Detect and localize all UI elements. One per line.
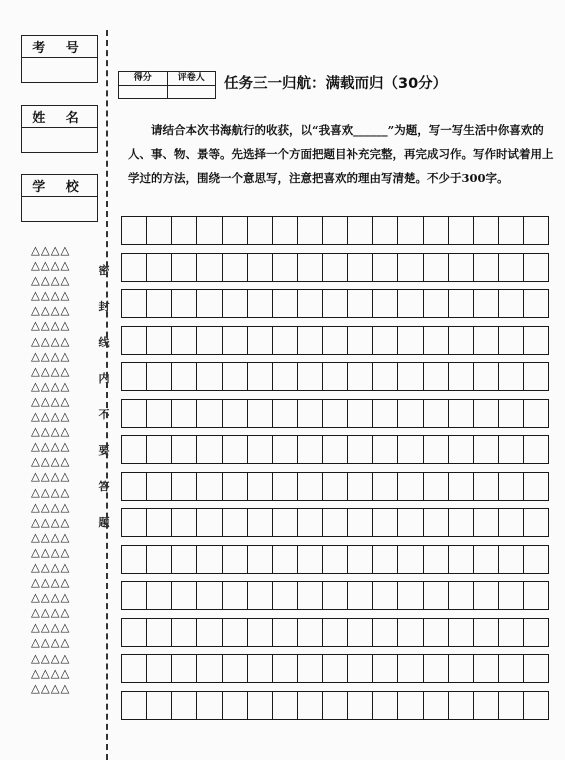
grid-cell[interactable]	[424, 436, 449, 463]
grid-cell[interactable]	[298, 619, 323, 646]
grid-row	[121, 618, 549, 647]
grid-cell[interactable]	[172, 400, 197, 427]
grid-cell[interactable]	[122, 692, 147, 719]
grid-cell[interactable]	[348, 290, 373, 317]
grid-cell[interactable]	[398, 436, 423, 463]
grid-cell[interactable]	[147, 509, 172, 536]
exam-number-box	[21, 35, 98, 83]
grid-cell[interactable]	[122, 509, 147, 536]
grid-cell[interactable]	[197, 217, 222, 244]
grid-cell[interactable]	[122, 436, 147, 463]
score-field[interactable]	[119, 86, 167, 98]
grid-cell[interactable]	[273, 327, 298, 354]
grid-cell[interactable]	[524, 509, 549, 536]
grid-cell[interactable]	[323, 582, 348, 609]
grid-cell[interactable]	[147, 692, 172, 719]
grid-cell[interactable]	[398, 619, 423, 646]
grid-cell[interactable]	[449, 327, 474, 354]
grid-cell[interactable]	[323, 619, 348, 646]
grid-cell[interactable]	[499, 363, 524, 390]
grid-cell[interactable]	[424, 327, 449, 354]
grid-row	[121, 472, 549, 501]
grid-cell[interactable]	[524, 473, 549, 500]
grid-cell[interactable]	[223, 436, 248, 463]
grid-cell[interactable]	[323, 509, 348, 536]
grid-cell[interactable]	[398, 290, 423, 317]
grid-cell[interactable]	[524, 400, 549, 427]
grid-cell[interactable]	[424, 692, 449, 719]
grid-cell[interactable]	[323, 655, 348, 682]
grid-cell[interactable]	[474, 400, 499, 427]
seal-char: 要	[98, 444, 110, 457]
grid-cell[interactable]	[474, 473, 499, 500]
grid-cell[interactable]	[449, 436, 474, 463]
grid-cell[interactable]	[122, 363, 147, 390]
grid-cell[interactable]	[449, 546, 474, 573]
grid-cell[interactable]	[197, 692, 222, 719]
grid-cell[interactable]	[172, 254, 197, 281]
grid-cell[interactable]	[323, 327, 348, 354]
grader-field[interactable]	[168, 86, 216, 98]
grid-cell[interactable]	[273, 655, 298, 682]
grid-cell[interactable]	[122, 619, 147, 646]
grid-cell[interactable]	[474, 692, 499, 719]
grid-cell[interactable]	[172, 692, 197, 719]
grid-cell[interactable]	[449, 254, 474, 281]
grid-cell[interactable]	[248, 290, 273, 317]
grid-cell[interactable]	[172, 655, 197, 682]
grid-cell[interactable]	[298, 363, 323, 390]
grid-cell[interactable]	[273, 619, 298, 646]
grid-cell[interactable]	[248, 436, 273, 463]
grid-cell[interactable]	[348, 217, 373, 244]
grid-cell[interactable]	[323, 546, 348, 573]
grid-cell[interactable]	[273, 217, 298, 244]
grid-cell[interactable]	[298, 217, 323, 244]
grid-cell[interactable]	[172, 619, 197, 646]
grid-cell[interactable]	[147, 254, 172, 281]
grid-cell[interactable]	[323, 290, 348, 317]
school-field[interactable]	[22, 197, 97, 221]
grid-cell[interactable]	[348, 692, 373, 719]
grid-cell[interactable]	[449, 655, 474, 682]
grid-cell[interactable]	[223, 363, 248, 390]
grid-cell[interactable]	[449, 509, 474, 536]
grid-cell[interactable]	[122, 400, 147, 427]
grid-cell[interactable]	[122, 217, 147, 244]
grid-cell[interactable]	[348, 546, 373, 573]
grid-cell[interactable]	[373, 655, 398, 682]
grid-cell[interactable]	[273, 290, 298, 317]
grid-cell[interactable]	[248, 655, 273, 682]
grid-cell[interactable]	[147, 546, 172, 573]
grid-cell[interactable]	[223, 619, 248, 646]
grid-cell[interactable]	[298, 655, 323, 682]
grid-cell[interactable]	[474, 254, 499, 281]
grid-row	[121, 581, 549, 610]
grid-cell[interactable]	[197, 509, 222, 536]
grid-cell[interactable]	[223, 217, 248, 244]
grid-cell[interactable]	[449, 692, 474, 719]
grid-cell[interactable]	[273, 400, 298, 427]
grid-cell[interactable]	[273, 436, 298, 463]
grid-cell[interactable]	[373, 400, 398, 427]
grid-cell[interactable]	[398, 473, 423, 500]
grid-cell[interactable]	[499, 254, 524, 281]
writing-grid[interactable]	[121, 216, 549, 727]
grid-cell[interactable]	[398, 217, 423, 244]
grid-cell[interactable]	[424, 473, 449, 500]
grid-cell[interactable]	[499, 436, 524, 463]
grid-cell[interactable]	[449, 473, 474, 500]
grid-cell[interactable]	[424, 290, 449, 317]
grid-cell[interactable]	[147, 619, 172, 646]
grid-cell[interactable]	[499, 473, 524, 500]
grid-cell[interactable]	[172, 546, 197, 573]
seal-char: 线	[98, 336, 110, 349]
grid-cell[interactable]	[524, 692, 549, 719]
grid-row	[121, 545, 549, 574]
grid-cell[interactable]	[248, 327, 273, 354]
grid-cell[interactable]	[172, 327, 197, 354]
grid-cell[interactable]	[424, 582, 449, 609]
grid-cell[interactable]	[499, 509, 524, 536]
grid-cell[interactable]	[298, 582, 323, 609]
grid-cell[interactable]	[323, 363, 348, 390]
seal-char: 题	[98, 516, 110, 529]
grid-cell[interactable]	[424, 619, 449, 646]
grid-cell[interactable]	[474, 655, 499, 682]
grid-cell[interactable]	[197, 327, 222, 354]
grid-cell[interactable]	[348, 400, 373, 427]
grid-cell[interactable]	[298, 546, 323, 573]
grid-cell[interactable]	[273, 582, 298, 609]
grid-cell[interactable]	[223, 327, 248, 354]
grid-cell[interactable]	[197, 582, 222, 609]
grid-cell[interactable]	[147, 473, 172, 500]
grid-cell[interactable]	[273, 692, 298, 719]
grid-cell[interactable]	[474, 546, 499, 573]
seal-char: 密	[98, 264, 110, 277]
grid-cell[interactable]	[373, 327, 398, 354]
grid-cell[interactable]	[298, 692, 323, 719]
grid-row	[121, 654, 549, 683]
grid-row	[121, 691, 549, 720]
grid-cell[interactable]	[499, 692, 524, 719]
grid-cell[interactable]	[323, 692, 348, 719]
grid-cell[interactable]	[172, 363, 197, 390]
grid-cell[interactable]	[474, 509, 499, 536]
grid-cell[interactable]	[348, 436, 373, 463]
binding-triangles: △△△△ △△△△ △△△△ △△△△ △△△△ △△△△ △△△△ △△△△ △△△△ △△△△ △△△△ △△△△ △△△△ △△△△ △△△△ △△△△ △△△△ △△△△ △△△△ △△△△ △△△△ △△△△ △△△△ △△△△ △△△△ △△△△ △△△△ △△△△ △△△△ △△△△	[31, 243, 71, 695]
grid-cell[interactable]	[323, 473, 348, 500]
grid-cell[interactable]	[398, 546, 423, 573]
grader-label: 评卷人	[168, 72, 216, 86]
grid-cell[interactable]	[223, 546, 248, 573]
grid-cell[interactable]	[147, 217, 172, 244]
grid-cell[interactable]	[197, 546, 222, 573]
grid-cell[interactable]	[298, 327, 323, 354]
grid-cell[interactable]	[398, 582, 423, 609]
grid-cell[interactable]	[348, 363, 373, 390]
grid-cell[interactable]	[424, 655, 449, 682]
grid-cell[interactable]	[499, 327, 524, 354]
grid-cell[interactable]	[223, 582, 248, 609]
grid-cell[interactable]	[424, 546, 449, 573]
grid-row	[121, 508, 549, 537]
grid-cell[interactable]	[147, 327, 172, 354]
grid-cell[interactable]	[348, 327, 373, 354]
grid-cell[interactable]	[298, 509, 323, 536]
grid-cell[interactable]	[122, 327, 147, 354]
seal-char: 内	[98, 372, 110, 385]
grid-cell[interactable]	[524, 619, 549, 646]
grid-cell[interactable]	[197, 619, 222, 646]
grid-cell[interactable]	[223, 509, 248, 536]
grid-cell[interactable]	[197, 400, 222, 427]
grid-cell[interactable]	[499, 217, 524, 244]
grid-cell[interactable]	[248, 692, 273, 719]
task-instructions	[128, 118, 554, 190]
grid-cell[interactable]	[273, 254, 298, 281]
grid-cell[interactable]	[524, 436, 549, 463]
grid-cell[interactable]	[248, 363, 273, 390]
grid-cell[interactable]	[223, 473, 248, 500]
grid-cell[interactable]	[398, 254, 423, 281]
grid-cell[interactable]	[524, 327, 549, 354]
grid-cell[interactable]	[172, 582, 197, 609]
exam-number-field[interactable]	[22, 58, 97, 82]
seal-char: 封	[98, 300, 110, 313]
grid-row	[121, 289, 549, 318]
grid-cell[interactable]	[373, 217, 398, 244]
grid-cell[interactable]	[122, 655, 147, 682]
grid-cell[interactable]	[373, 473, 398, 500]
grid-cell[interactable]	[348, 619, 373, 646]
grid-cell[interactable]	[424, 400, 449, 427]
grid-cell[interactable]	[424, 363, 449, 390]
grid-cell[interactable]	[348, 582, 373, 609]
grid-cell[interactable]	[248, 217, 273, 244]
grid-cell[interactable]	[147, 582, 172, 609]
seal-char: 不	[98, 408, 110, 421]
grid-cell[interactable]	[223, 400, 248, 427]
grid-cell[interactable]	[398, 655, 423, 682]
grid-row	[121, 435, 549, 464]
grid-cell[interactable]	[373, 692, 398, 719]
grid-cell[interactable]	[424, 254, 449, 281]
grid-cell[interactable]	[197, 254, 222, 281]
grid-cell[interactable]	[223, 655, 248, 682]
grid-cell[interactable]	[298, 473, 323, 500]
grid-cell[interactable]	[524, 290, 549, 317]
grid-cell[interactable]	[348, 473, 373, 500]
grid-cell[interactable]	[373, 290, 398, 317]
grid-cell[interactable]	[147, 290, 172, 317]
grid-cell[interactable]	[499, 290, 524, 317]
grid-cell[interactable]	[373, 546, 398, 573]
grid-cell[interactable]	[298, 254, 323, 281]
grid-cell[interactable]	[122, 546, 147, 573]
grid-row	[121, 399, 549, 428]
grid-cell[interactable]	[398, 363, 423, 390]
task-title: 任务三一归航：满载而归（30分）	[224, 76, 448, 92]
grid-cell[interactable]	[373, 254, 398, 281]
grid-cell[interactable]	[373, 619, 398, 646]
grid-cell[interactable]	[172, 473, 197, 500]
grid-cell[interactable]	[273, 546, 298, 573]
score-box	[118, 71, 216, 99]
grid-cell[interactable]	[197, 290, 222, 317]
grid-cell[interactable]	[474, 327, 499, 354]
grid-cell[interactable]	[524, 546, 549, 573]
grid-cell[interactable]	[424, 509, 449, 536]
grid-cell[interactable]	[147, 436, 172, 463]
grid-cell[interactable]	[122, 582, 147, 609]
school-label: 学 校	[22, 175, 97, 197]
grid-cell[interactable]	[197, 363, 222, 390]
grid-cell[interactable]	[348, 509, 373, 536]
school-box	[21, 174, 98, 222]
grid-cell[interactable]	[298, 400, 323, 427]
grid-cell[interactable]	[197, 473, 222, 500]
grid-cell[interactable]	[373, 509, 398, 536]
grid-cell[interactable]	[398, 400, 423, 427]
grid-cell[interactable]	[248, 619, 273, 646]
grid-cell[interactable]	[474, 619, 499, 646]
name-box	[21, 105, 98, 153]
grid-cell[interactable]	[348, 655, 373, 682]
grid-cell[interactable]	[499, 582, 524, 609]
grid-cell[interactable]	[373, 582, 398, 609]
grid-cell[interactable]	[248, 509, 273, 536]
name-field[interactable]	[22, 128, 97, 152]
grid-cell[interactable]	[323, 254, 348, 281]
grid-cell[interactable]	[449, 290, 474, 317]
grid-cell[interactable]	[524, 363, 549, 390]
grid-cell[interactable]	[348, 254, 373, 281]
grid-cell[interactable]	[373, 363, 398, 390]
grid-cell[interactable]	[524, 217, 549, 244]
grid-cell[interactable]	[197, 436, 222, 463]
grid-cell[interactable]	[524, 254, 549, 281]
grid-cell[interactable]	[172, 290, 197, 317]
grid-cell[interactable]	[474, 363, 499, 390]
grid-cell[interactable]	[474, 582, 499, 609]
score-label: 得分	[119, 72, 167, 86]
grid-cell[interactable]	[122, 290, 147, 317]
grid-cell[interactable]	[449, 582, 474, 609]
grid-cell[interactable]	[147, 655, 172, 682]
grid-cell[interactable]	[273, 363, 298, 390]
grid-cell[interactable]	[248, 582, 273, 609]
grid-cell[interactable]	[273, 473, 298, 500]
grid-cell[interactable]	[298, 436, 323, 463]
grid-cell[interactable]	[122, 254, 147, 281]
grid-cell[interactable]	[449, 363, 474, 390]
grid-cell[interactable]	[398, 327, 423, 354]
name-label: 姓 名	[22, 106, 97, 128]
grid-cell[interactable]	[248, 473, 273, 500]
grid-cell[interactable]	[248, 254, 273, 281]
grid-cell[interactable]	[323, 400, 348, 427]
grid-cell[interactable]	[248, 546, 273, 573]
grid-cell[interactable]	[147, 363, 172, 390]
grid-row	[121, 326, 549, 355]
grid-cell[interactable]	[449, 217, 474, 244]
grid-cell[interactable]	[373, 436, 398, 463]
grid-cell[interactable]	[499, 546, 524, 573]
grid-cell[interactable]	[474, 436, 499, 463]
grid-row	[121, 216, 549, 245]
grid-cell[interactable]	[499, 400, 524, 427]
grid-cell[interactable]	[248, 400, 273, 427]
grid-row	[121, 362, 549, 391]
grid-cell[interactable]	[122, 473, 147, 500]
grid-cell[interactable]	[298, 290, 323, 317]
grid-cell[interactable]	[424, 217, 449, 244]
grid-cell[interactable]	[172, 436, 197, 463]
seal-char: 答	[98, 480, 110, 493]
grid-cell[interactable]	[223, 290, 248, 317]
grid-cell[interactable]	[323, 217, 348, 244]
grid-cell[interactable]	[449, 619, 474, 646]
grid-cell[interactable]	[147, 400, 172, 427]
grid-cell[interactable]	[323, 436, 348, 463]
grid-cell[interactable]	[449, 400, 474, 427]
grid-cell[interactable]	[499, 619, 524, 646]
grid-cell[interactable]	[499, 655, 524, 682]
instructions-text: 请结合本次书海航行的收获，以“我喜欢______”为题，写一写生活中你喜欢的人、事、物、景等。先选择一个方面把题目补充完整，再完成习作。写作时试着用上学过的方法，围绕一个意思写，注意把喜欢的理由写清楚。不少于300字。	[128, 123, 554, 185]
grid-cell[interactable]	[172, 217, 197, 244]
grid-cell[interactable]	[398, 692, 423, 719]
grid-cell[interactable]	[172, 509, 197, 536]
grid-cell[interactable]	[474, 290, 499, 317]
grid-cell[interactable]	[524, 655, 549, 682]
grid-cell[interactable]	[197, 655, 222, 682]
grid-cell[interactable]	[524, 582, 549, 609]
seal-line-notice	[96, 262, 112, 550]
exam-number-label: 考 号	[22, 36, 97, 58]
grid-row	[121, 253, 549, 282]
grid-cell[interactable]	[223, 254, 248, 281]
binding-cut-line	[106, 30, 108, 760]
grid-cell[interactable]	[223, 692, 248, 719]
grid-cell[interactable]	[273, 509, 298, 536]
grid-cell[interactable]	[474, 217, 499, 244]
grid-cell[interactable]	[398, 509, 423, 536]
